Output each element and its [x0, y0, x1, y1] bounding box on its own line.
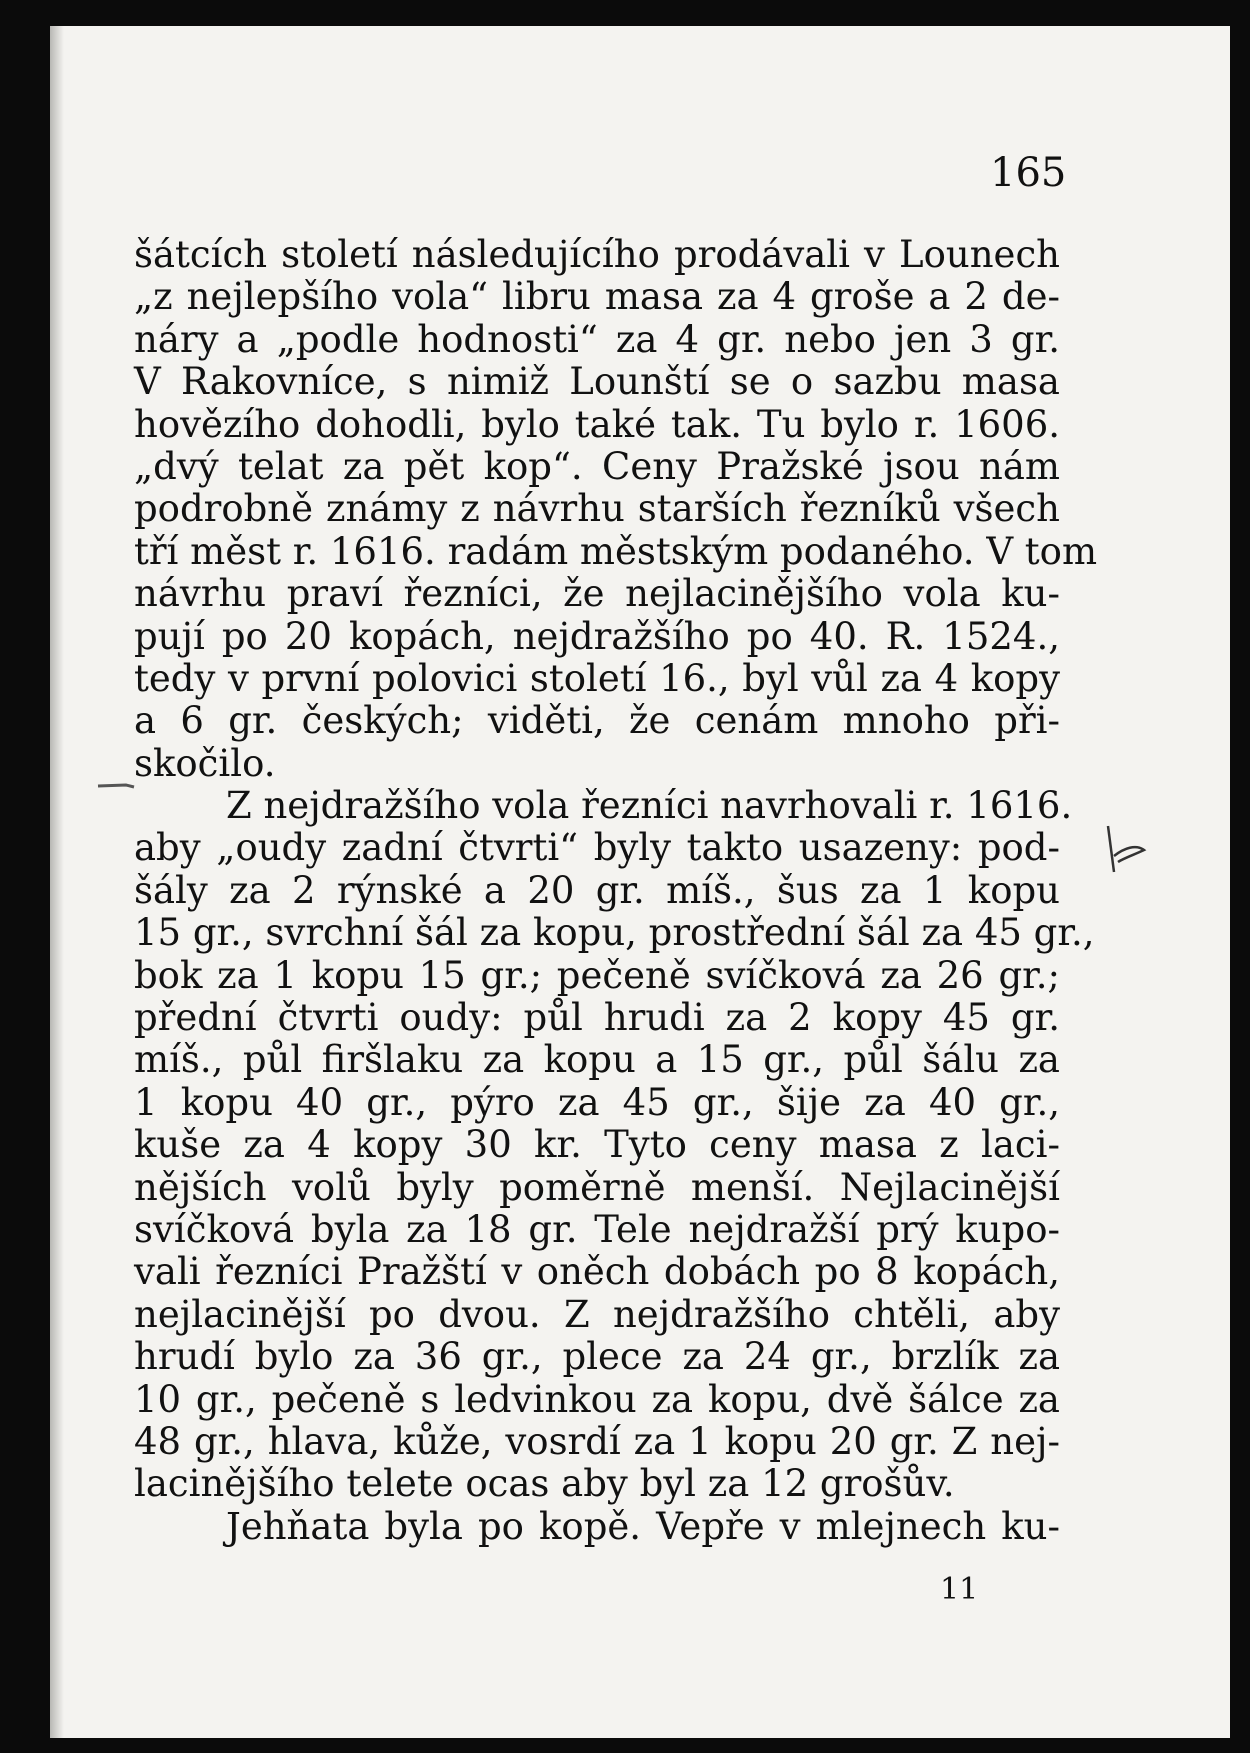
text-line: kuše za 4 kopy 30 kr. Tyto ceny masa z laci-	[134, 1123, 1060, 1167]
text-line: šátcích století následujícího prodávali v Lounech	[134, 233, 1060, 276]
text-line: pují po 20 kopách, nejdražšího po 40. R. 1524.,	[134, 614, 1060, 658]
text-line: šály za 2 rýnské a 20 gr. míš., šus za 1 kopu	[134, 868, 1060, 912]
text-line: 15 gr., svrchní šál za kopu, prostřední šál za 45 gr.,	[134, 911, 1095, 955]
text-line: náry a „podle hodnosti“ za 4 gr. nebo jen 3 gr.	[134, 317, 1060, 361]
text-line: aby „oudy zadní čtvrti“ byly takto usazeny: pod-	[134, 826, 1060, 870]
text-line: tedy v první polovici století 16., byl vůl za 4 kopy	[134, 656, 1060, 700]
text-line: Z nejdražšího vola řezníci navrhovali r. 1616.	[226, 784, 1073, 828]
page-number: 165	[990, 150, 1067, 196]
body-text	[134, 233, 1098, 1548]
text-line: míš., půl firšlaku za kopu a 15 gr., půl šálu za	[134, 1038, 1060, 1082]
text-line: podrobně známy z návrhu starších řezníků všech	[134, 487, 1060, 531]
text-line: tří měst r. 1616. radám městským podaného. V tom	[134, 529, 1098, 573]
text-line: 1 kopu 40 gr., pýro za 45 gr., šije za 40 gr.,	[134, 1080, 1060, 1124]
text-line: skočilo.	[134, 741, 276, 785]
text-line: lacinějšího telete ocas aby byl za 12 grošův.	[134, 1462, 955, 1506]
text-line: bok za 1 kopu 15 gr.; pečeně svíčková za 26 gr.;	[134, 953, 1060, 997]
text-line: V Rakovníce, s nimiž Lounští se o sazbu masa	[134, 360, 1060, 404]
text-line: návrhu praví řezníci, že nejlacinějšího vola ku-	[134, 572, 1060, 616]
text-line: vali řezníci Pražští v oněch dobách po 8 kopách,	[134, 1250, 1060, 1294]
text-line: svíčková byla za 18 gr. Tele nejdražší prý kupo-	[134, 1207, 1060, 1251]
text-line: Jehňata byla po kopě. Vepře v mlejnech ku-	[226, 1504, 1060, 1548]
text-line: nějších volů byly poměrně menší. Nejlacinější	[134, 1165, 1060, 1209]
page-gutter-shadow	[50, 26, 64, 1738]
text-line: nejlacinější po dvou. Z nejdražšího chtěli, aby	[134, 1292, 1060, 1336]
text-line: „dvý telat za pět kop“. Ceny Pražské jsou nám	[134, 444, 1060, 488]
text-line: hrudí bylo za 36 gr., plece za 24 gr., brzlík za	[134, 1335, 1060, 1379]
text-line: hovězího dohodli, bylo také tak. Tu bylo r. 1606.	[134, 402, 1060, 446]
text-line: a 6 gr. českých; viděti, že cenám mnoho při-	[134, 699, 1060, 743]
text-line: 48 gr., hlava, kůže, vosrdí za 1 kopu 20 gr. Z nej-	[134, 1419, 1060, 1463]
ink-smudge-icon	[96, 780, 136, 792]
text-line: 10 gr., pečeně s ledvinkou za kopu, dvě šálce za	[134, 1377, 1060, 1421]
text-line: přední čtvrti oudy: půl hrudi za 2 kopy 45 gr.	[134, 996, 1060, 1040]
text-line: „z nejlepšího vola“ libru masa za 4 groše a 2 de-	[134, 275, 1060, 319]
pencil-check-mark-icon	[1098, 822, 1150, 878]
signature-mark: 11	[940, 1572, 979, 1607]
